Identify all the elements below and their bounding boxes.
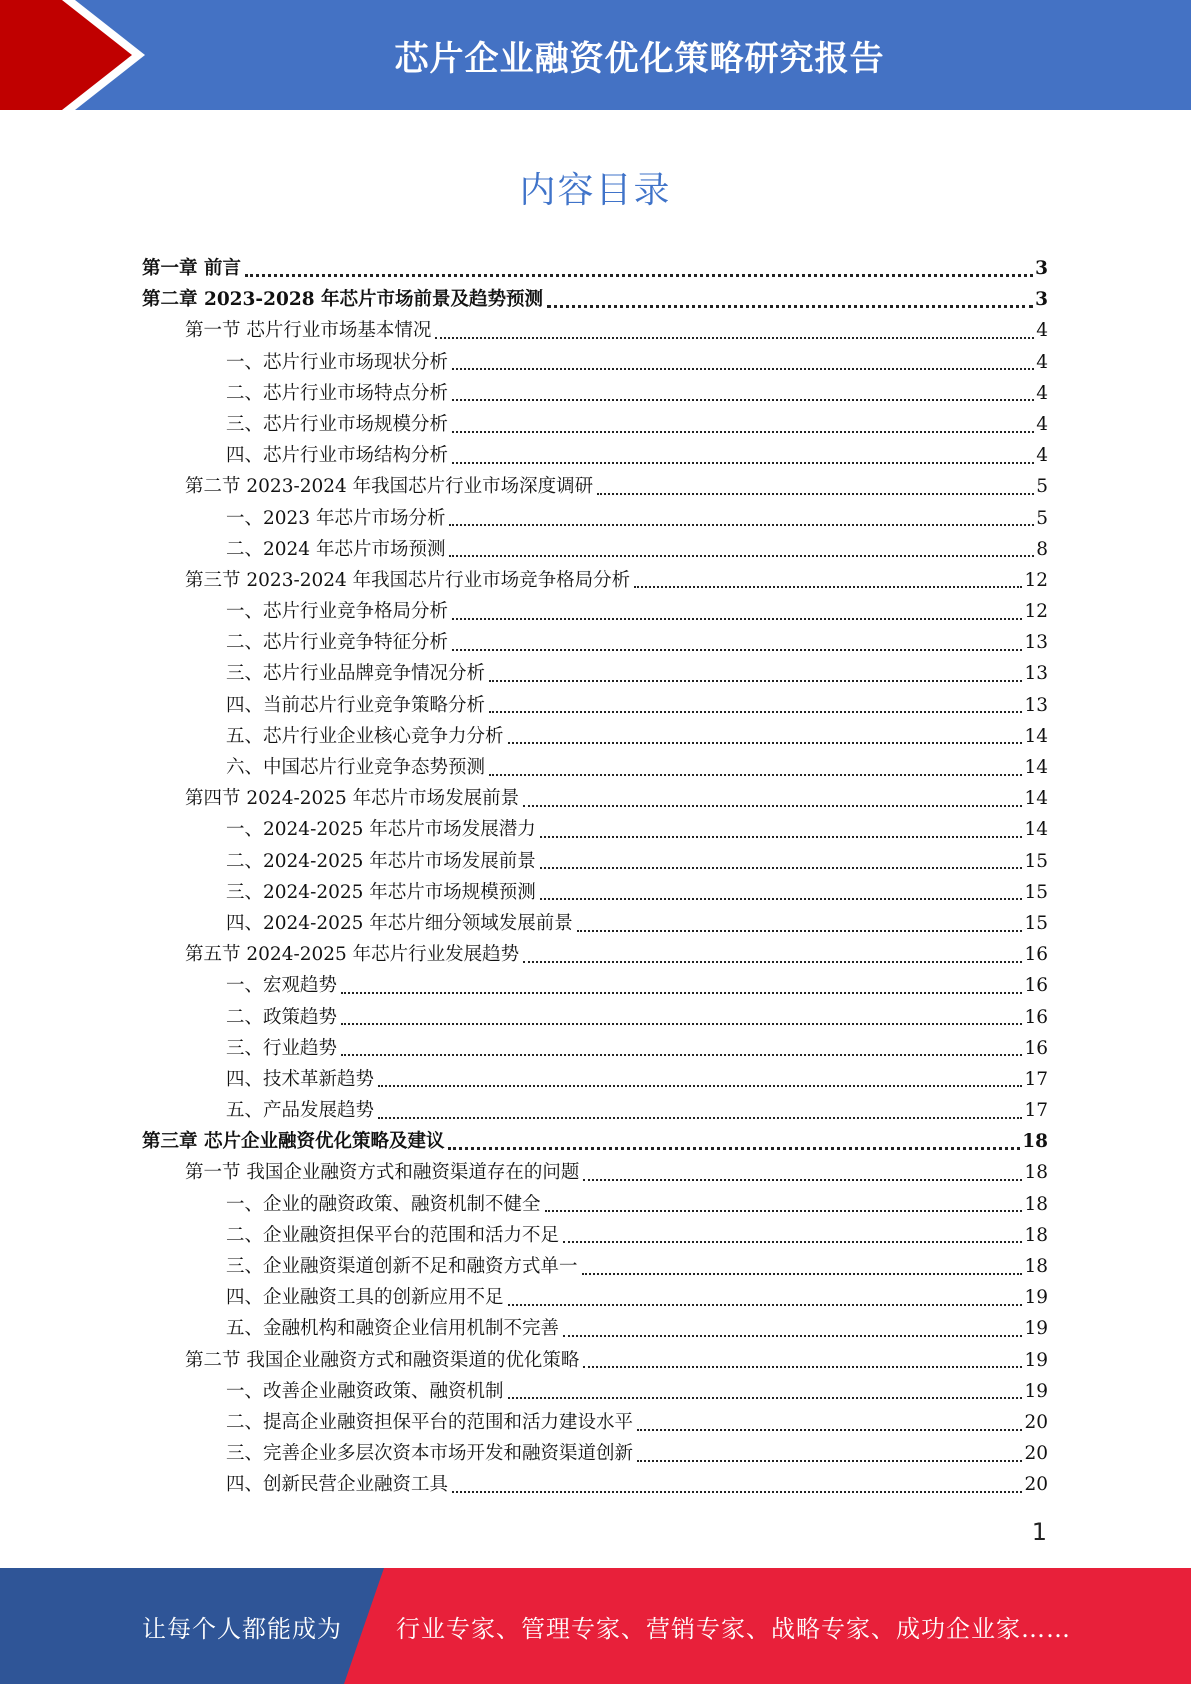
- toc-entry-page: 20: [1024, 1474, 1048, 1496]
- toc-entry[interactable]: [142, 752, 1048, 783]
- toc-entry-page: 14: [1024, 757, 1048, 778]
- toc-dot-leader: [563, 1241, 1022, 1243]
- toc-entry-label: 二、企业融资担保平台的范围和活力不足: [226, 1224, 560, 1246]
- toc-entry[interactable]: [142, 1313, 1048, 1344]
- toc-entry-page: 15: [1024, 850, 1048, 872]
- toc-dot-leader: [448, 1147, 1020, 1150]
- toc-entry-page: 16: [1024, 975, 1048, 997]
- footer-slogan-right: 行业专家、管理专家、营销专家、战略专家、成功企业家……: [396, 1614, 1071, 1643]
- toc-entry-page: 4: [1036, 382, 1048, 404]
- toc-entry-label: 第五节 2024-2025 年芯片行业发展趋势: [185, 944, 520, 966]
- toc-entry-page: 3: [1035, 289, 1048, 311]
- toc-dot-leader: [582, 1273, 1023, 1275]
- toc-entry[interactable]: [142, 596, 1048, 627]
- toc-entry-label: 二、政策趋势: [226, 1006, 338, 1028]
- toc-entry-page: 16: [1024, 944, 1048, 966]
- toc-dot-leader: [452, 462, 1034, 464]
- toc-entry[interactable]: [142, 315, 1048, 346]
- toc-entry-page: 5: [1036, 507, 1048, 529]
- footer-slogan-left: 让每个人都能成为: [142, 1614, 342, 1643]
- toc-entry-page: 14: [1024, 725, 1048, 747]
- toc-dot-leader: [452, 1491, 1022, 1493]
- toc-entry-page: 20: [1024, 1411, 1048, 1433]
- toc-entry[interactable]: [142, 378, 1048, 409]
- toc-entry[interactable]: [142, 565, 1048, 596]
- toc-entry[interactable]: [142, 877, 1048, 908]
- toc-entry-page: 19: [1024, 1380, 1048, 1402]
- toc-dot-leader: [523, 961, 1022, 963]
- toc-entry-label: 第一章 前言: [142, 258, 241, 279]
- toc-dot-leader: [489, 711, 1022, 713]
- toc-entry[interactable]: [142, 814, 1048, 845]
- toc-entry[interactable]: [142, 658, 1048, 689]
- toc-entry-label: 第二章 2023-2028 年芯片市场前景及趋势预测: [142, 289, 544, 311]
- toc-entry-label: 第二节 我国企业融资方式和融资渠道的优化策略: [185, 1349, 580, 1371]
- toc-entry-label: 一、芯片行业市场现状分析: [226, 351, 449, 373]
- toc-entry[interactable]: [142, 970, 1048, 1001]
- toc-entry-label: 三、行业趋势: [226, 1037, 338, 1059]
- toc-entry-page: 18: [1024, 1193, 1048, 1215]
- toc-entry[interactable]: [142, 347, 1048, 378]
- toc-entry-label: 三、芯片行业市场规模分析: [226, 413, 449, 435]
- toc-dot-leader: [637, 1460, 1022, 1462]
- toc-entry-label: 三、芯片行业品牌竞争情况分析: [226, 663, 486, 685]
- toc-dot-leader: [341, 1054, 1022, 1056]
- toc-entry-page: 16: [1024, 1006, 1048, 1028]
- toc-entry[interactable]: [142, 1126, 1048, 1157]
- toc-entry[interactable]: [142, 253, 1048, 284]
- toc-entry-page: 4: [1036, 445, 1048, 467]
- page-header: [0, 0, 1191, 110]
- toc-entry[interactable]: [142, 1095, 1048, 1126]
- toc-dot-leader: [341, 1023, 1022, 1025]
- toc-entry[interactable]: [142, 690, 1048, 721]
- toc-entry-label: 四、芯片行业市场结构分析: [226, 445, 449, 467]
- page-number: 1: [1031, 1518, 1047, 1546]
- toc-entry[interactable]: [142, 1002, 1048, 1033]
- toc-entry-label: 第一节 芯片行业市场基本情况: [185, 320, 432, 342]
- toc-entry-label: 六、中国芯片行业竞争态势预测: [226, 757, 486, 778]
- toc-entry-label: 一、改善企业融资政策、融资机制: [226, 1380, 504, 1402]
- toc-entry-label: 一、芯片行业竞争格局分析: [226, 601, 449, 623]
- toc-entry-page: 15: [1024, 881, 1048, 903]
- toc-entry[interactable]: [142, 1033, 1048, 1064]
- toc-entry-label: 四、创新民营企业融资工具: [226, 1474, 449, 1496]
- toc-dot-leader: [508, 1304, 1023, 1306]
- header-title: [0, 0, 1191, 110]
- toc-dot-leader: [583, 1179, 1022, 1181]
- toc-entry-page: 19: [1024, 1287, 1048, 1309]
- toc-entry-page: 18: [1022, 1131, 1048, 1153]
- toc-entry-label: 第一节 我国企业融资方式和融资渠道存在的问题: [185, 1162, 580, 1184]
- page-footer: [0, 1568, 1191, 1684]
- toc-dot-leader: [508, 1397, 1023, 1399]
- toc-entry-page: 17: [1024, 1100, 1048, 1122]
- toc-entry-label: 五、芯片行业企业核心竞争力分析: [226, 725, 504, 747]
- toc-entry[interactable]: [142, 471, 1048, 502]
- toc-entry-page: 4: [1036, 413, 1048, 435]
- toc-dot-leader: [449, 555, 1034, 557]
- toc-entry-label: 三、企业融资渠道创新不足和融资方式单一: [226, 1256, 578, 1277]
- toc-entry-page: 8: [1036, 538, 1048, 560]
- toc-dot-leader: [545, 1210, 1023, 1212]
- toc-entry[interactable]: [142, 1345, 1048, 1376]
- toc-entry[interactable]: [142, 1282, 1048, 1313]
- toc-entry-label: 二、提高企业融资担保平台的范围和活力建设水平: [226, 1411, 634, 1433]
- toc-dot-leader: [452, 431, 1034, 433]
- toc-dot-leader: [452, 649, 1022, 651]
- toc-dot-leader: [634, 586, 1022, 588]
- toc-entry[interactable]: [142, 908, 1048, 939]
- toc-entry-label: 第三节 2023-2024 年我国芯片行业市场竞争格局分析: [185, 569, 631, 591]
- toc-entry-label: 五、金融机构和融资企业信用机制不完善: [226, 1318, 560, 1340]
- toc-entry-label: 二、芯片行业市场特点分析: [226, 382, 449, 404]
- toc-entry[interactable]: [142, 783, 1048, 814]
- toc-entry-page: 18: [1024, 1256, 1048, 1277]
- toc-entry-label: 一、2024-2025 年芯片市场发展潜力: [226, 819, 536, 841]
- toc-entry-label: 四、2024-2025 年芯片细分领域发展前景: [226, 912, 573, 934]
- toc-dot-leader: [523, 805, 1022, 807]
- toc-entry[interactable]: [142, 846, 1048, 877]
- toc-dot-leader: [583, 1366, 1022, 1368]
- toc-entry-label: 第二节 2023-2024 年我国芯片行业市场深度调研: [185, 476, 594, 498]
- toc-entry-label: 一、企业的融资政策、融资机制不健全: [226, 1193, 541, 1215]
- header-title-text: 芯片企业融资优化策略研究报告: [394, 38, 885, 79]
- toc-entry-label: 五、产品发展趋势: [226, 1100, 375, 1122]
- toc-entry[interactable]: [142, 721, 1048, 752]
- toc-entry-page: 13: [1024, 663, 1048, 685]
- toc-entry[interactable]: [142, 1438, 1048, 1469]
- toc-entry[interactable]: [142, 1220, 1048, 1251]
- toc-entry-page: 12: [1024, 569, 1048, 591]
- toc-dot-leader: [540, 867, 1023, 869]
- toc-entry-label: 四、技术革新趋势: [226, 1068, 375, 1090]
- toc-entry-page: 19: [1024, 1349, 1048, 1371]
- toc-entry-label: 二、芯片行业竞争特征分析: [226, 632, 449, 654]
- toc-entry[interactable]: [142, 440, 1048, 471]
- toc-dot-leader: [341, 992, 1022, 994]
- toc-dot-leader: [577, 930, 1023, 932]
- toc-entry-page: 18: [1024, 1224, 1048, 1246]
- toc-entry[interactable]: [142, 627, 1048, 658]
- toc-entry[interactable]: [142, 503, 1048, 534]
- toc-entry[interactable]: [142, 284, 1048, 315]
- toc-entry[interactable]: [142, 1469, 1048, 1500]
- toc-entry-page: 4: [1036, 351, 1048, 373]
- toc-dot-leader: [452, 368, 1034, 370]
- toc-dot-leader: [489, 774, 1022, 776]
- toc-entry[interactable]: [142, 1376, 1048, 1407]
- toc-dot-leader: [547, 305, 1033, 308]
- toc-entry-page: 17: [1024, 1068, 1048, 1090]
- toc-entry[interactable]: [142, 1064, 1048, 1095]
- toc-entry-page: 12: [1024, 601, 1048, 623]
- toc-title: 内容目录: [519, 170, 672, 211]
- toc-dot-leader: [378, 1117, 1022, 1119]
- toc-dot-leader: [563, 1335, 1022, 1337]
- toc-entry[interactable]: [142, 1407, 1048, 1438]
- toc-entry-page: 5: [1036, 476, 1048, 498]
- toc-entry-page: 14: [1024, 788, 1048, 810]
- toc-entry-label: 一、宏观趋势: [226, 975, 338, 997]
- toc-dot-leader: [435, 337, 1034, 339]
- table-of-contents: [142, 253, 1048, 1501]
- toc-entry[interactable]: [142, 1189, 1048, 1220]
- toc-entry[interactable]: [142, 409, 1048, 440]
- toc-entry-page: 3: [1035, 258, 1048, 279]
- toc-entry-page: 13: [1024, 694, 1048, 716]
- toc-entry-label: 三、2024-2025 年芯片市场规模预测: [226, 881, 536, 903]
- toc-entry-page: 20: [1024, 1443, 1048, 1465]
- toc-entry-label: 四、企业融资工具的创新应用不足: [226, 1287, 504, 1309]
- toc-entry-page: 18: [1024, 1162, 1048, 1184]
- toc-entry-label: 三、完善企业多层次资本市场开发和融资渠道创新: [226, 1443, 634, 1465]
- toc-entry[interactable]: [142, 1251, 1048, 1282]
- toc-dot-leader: [597, 493, 1034, 495]
- toc-entry[interactable]: [142, 939, 1048, 970]
- toc-dot-leader: [540, 836, 1023, 838]
- toc-entry-page: 19: [1024, 1318, 1048, 1340]
- toc-entry-label: 二、2024 年芯片市场预测: [226, 538, 446, 560]
- toc-entry-page: 14: [1024, 819, 1048, 841]
- toc-dot-leader: [449, 524, 1034, 526]
- toc-entry-page: 15: [1024, 912, 1048, 934]
- toc-entry-label: 四、当前芯片行业竞争策略分析: [226, 694, 486, 716]
- toc-dot-leader: [452, 618, 1022, 620]
- toc-dot-leader: [637, 1429, 1022, 1431]
- toc-entry-page: 13: [1024, 632, 1048, 654]
- toc-entry-page: 4: [1036, 320, 1048, 342]
- toc-entry-page: 16: [1024, 1037, 1048, 1059]
- toc-dot-leader: [452, 399, 1034, 401]
- toc-dot-leader: [540, 898, 1023, 900]
- toc-entry-label: 一、2023 年芯片市场分析: [226, 507, 446, 529]
- toc-entry-label: 二、2024-2025 年芯片市场发展前景: [226, 850, 536, 872]
- toc-entry-label: 第三章 芯片企业融资优化策略及建议: [142, 1131, 445, 1153]
- toc-dot-leader: [378, 1085, 1022, 1087]
- toc-entry-label: 第四节 2024-2025 年芯片市场发展前景: [185, 788, 520, 810]
- toc-dot-leader: [245, 274, 1033, 277]
- toc-dot-leader: [508, 742, 1023, 744]
- toc-dot-leader: [489, 680, 1022, 682]
- toc-entry[interactable]: [142, 534, 1048, 565]
- toc-entry[interactable]: [142, 1157, 1048, 1188]
